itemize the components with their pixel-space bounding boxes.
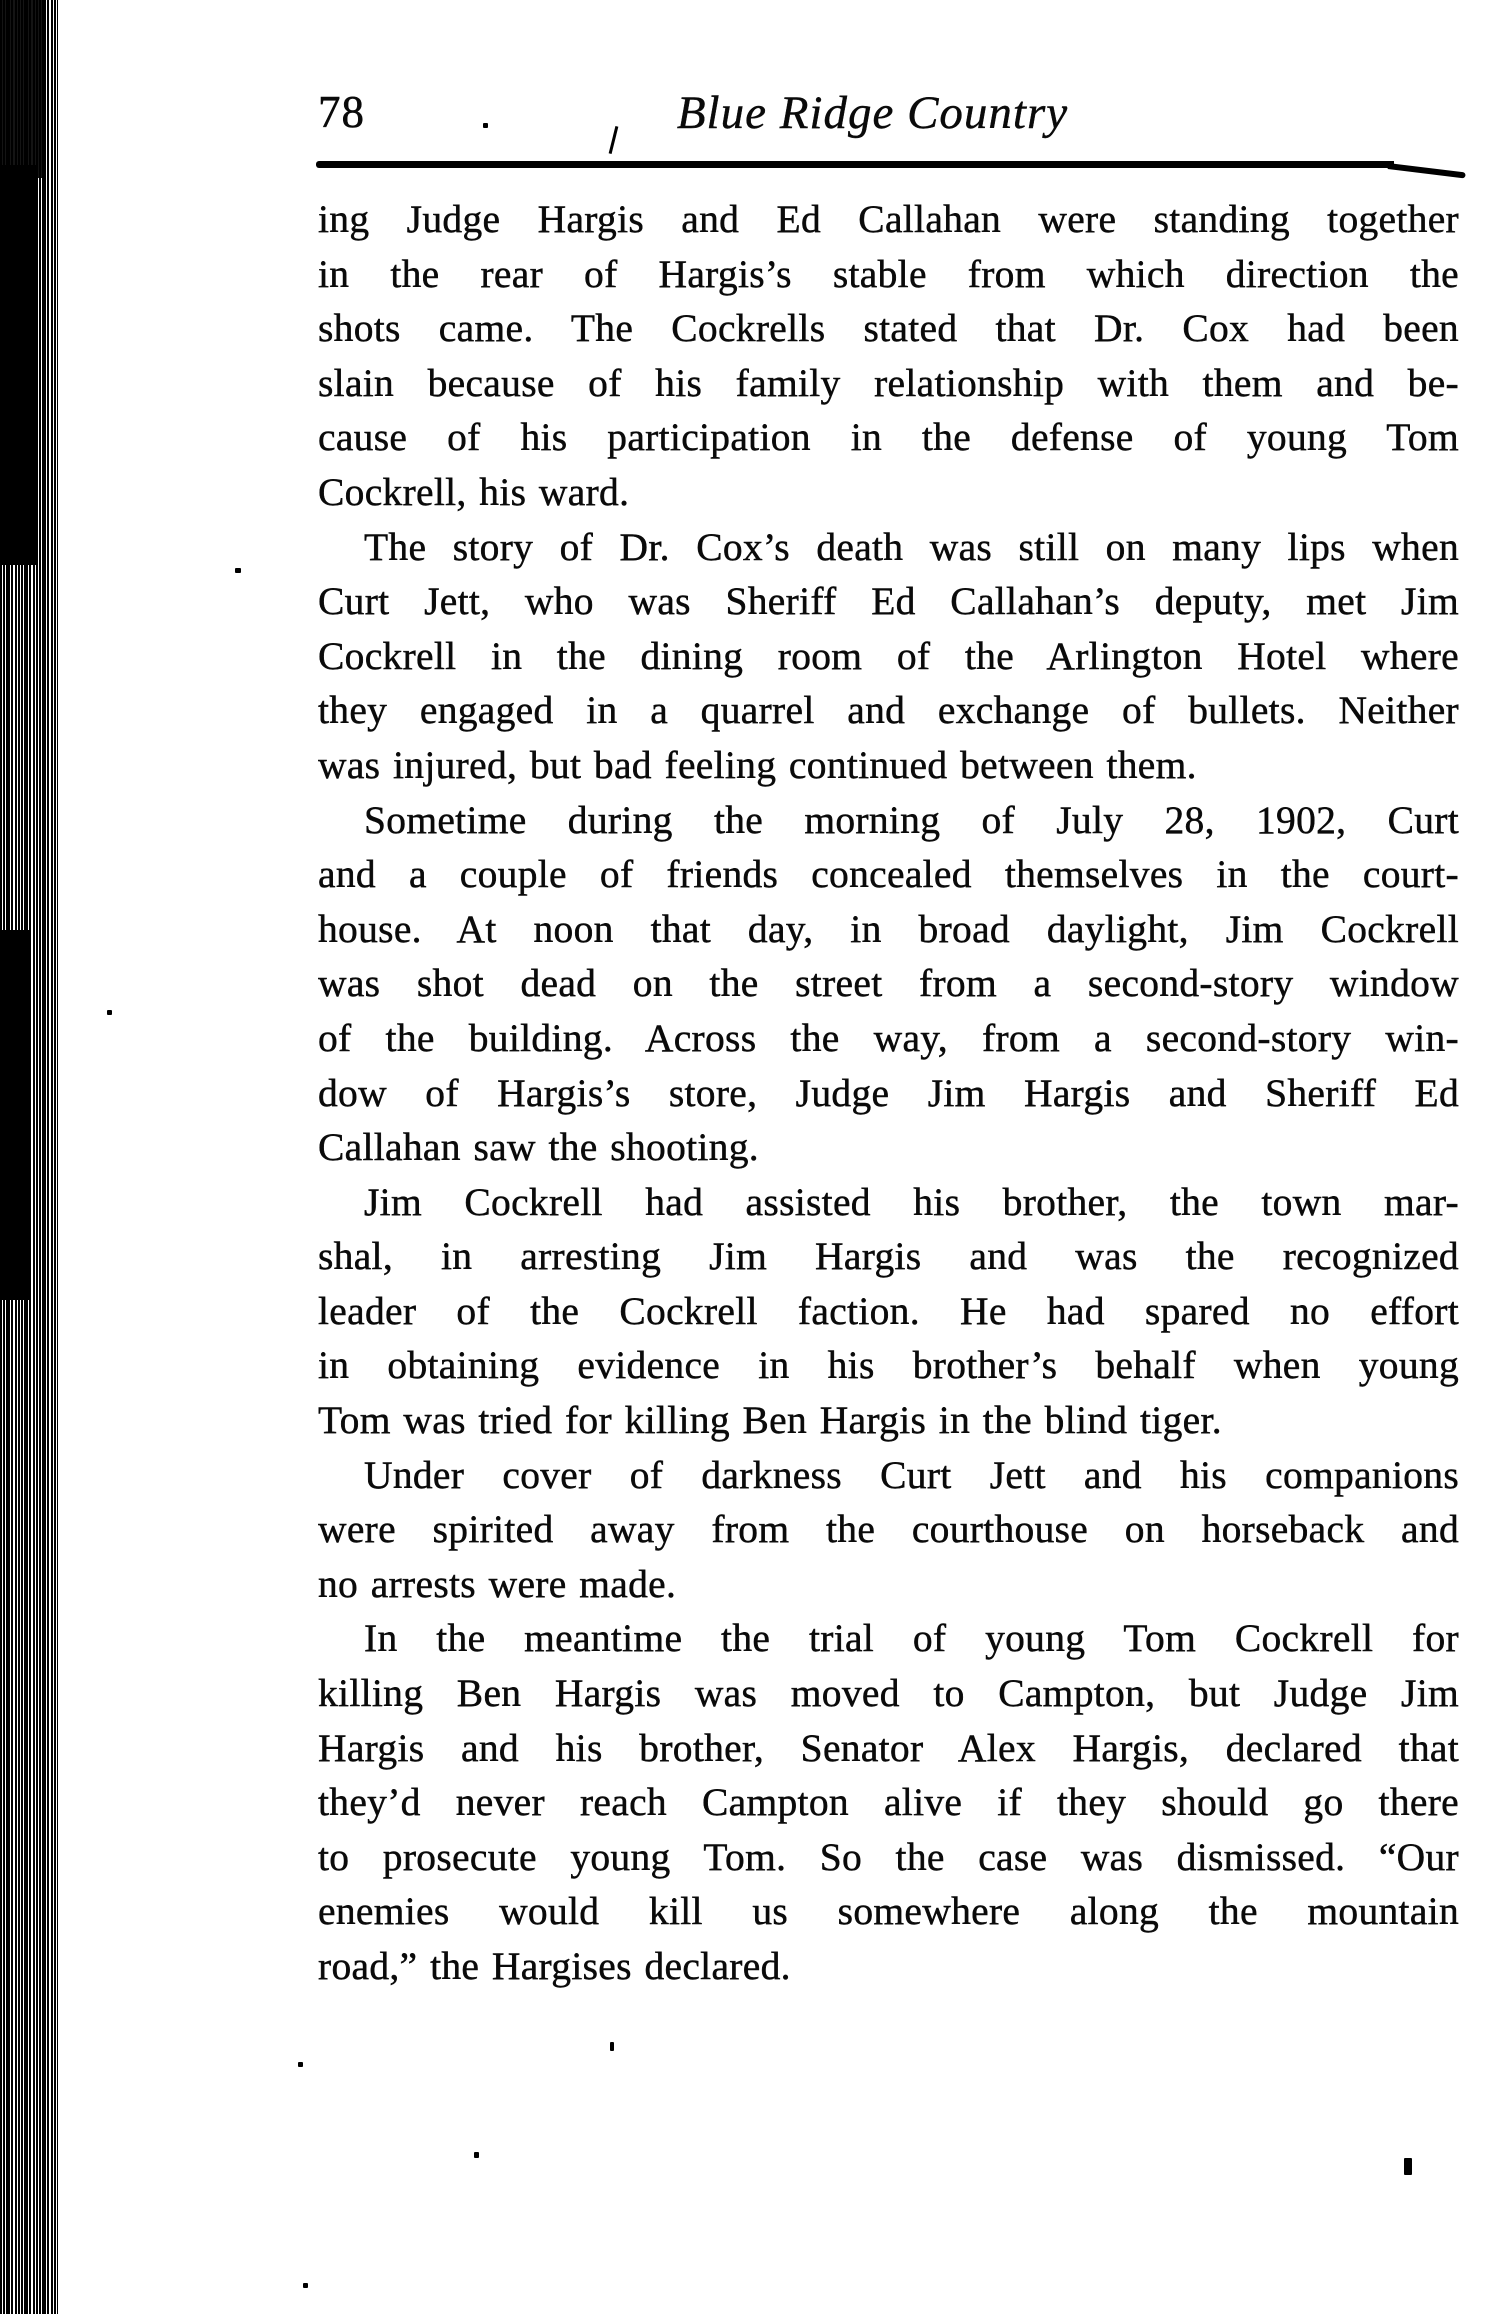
scan-speck: [303, 2283, 308, 2288]
text-line: they engaged in a quarrel and exchange of bullets. Neither: [318, 688, 1459, 733]
text-line: Cockrell, his ward.: [318, 469, 630, 514]
scan-speck: [483, 123, 488, 128]
text-line: road,” the Hargises declared.: [318, 1944, 791, 1988]
text-line: Sometime during the morning of July 28, 1902, Curt: [364, 797, 1459, 842]
scan-speck: [107, 1010, 112, 1015]
text-line: shal, in arresting Jim Hargis and was the recognized: [318, 1234, 1459, 1279]
text-line: leader of the Cockrell faction. He had spared no effort: [318, 1288, 1459, 1333]
text-line: Hargis and his brother, Senator Alex Hargis, declared that: [318, 1725, 1459, 1770]
binding-dark-patch: [0, 0, 42, 178]
text-line: Under cover of darkness Curt Jett and his companions: [364, 1452, 1459, 1497]
text-line: was shot dead on the street from a second-story window: [318, 961, 1459, 1006]
body-text: [318, 192, 1459, 1994]
text-line: ing Judge Hargis and Ed Callahan were standing together: [318, 197, 1459, 241]
scan-speck: [610, 2042, 614, 2051]
text-line: dow of Hargis’s store, Judge Jim Hargis and Sheriff Ed: [318, 1070, 1459, 1115]
binding-dark-patch: [0, 165, 36, 565]
text-line: were spirited away from the courthouse on horseback and: [318, 1507, 1459, 1552]
text-line: slain because of his family relationship with them and be-: [318, 360, 1459, 405]
text-line: shots came. The Cockrells stated that Dr. Cox had been: [318, 306, 1459, 351]
scan-speck: [474, 2152, 479, 2158]
page-number: 78: [318, 87, 365, 137]
text-line: Callahan saw the shooting.: [318, 1125, 759, 1170]
binding-dark-patch: [0, 930, 30, 1300]
text-line: In the meantime the trial of young Tom Cockrell for: [364, 1616, 1459, 1661]
header-rule-curved-end: [1388, 163, 1466, 178]
text-line: house. At noon that day, in broad daylight, Jim Cockrell: [318, 906, 1459, 951]
text-line: Jim Cockrell had assisted his brother, the town mar-: [364, 1179, 1459, 1224]
scan-speck: [298, 2062, 303, 2067]
text-line: was injured, but bad feeling continued between them.: [318, 742, 1197, 787]
text-line: Cockrell in the dining room of the Arlington Hotel where: [318, 633, 1459, 678]
text-line: Tom was tried for killing Ben Hargis in the blind tiger.: [318, 1398, 1222, 1443]
text-line: and a couple of friends concealed themselves in the court-: [318, 852, 1459, 897]
scan-speck: [1404, 2158, 1412, 2175]
scan-speck: [235, 568, 241, 573]
text-line: killing Ben Hargis was moved to Campton, but Judge Jim: [318, 1671, 1459, 1716]
text-line: Curt Jett, who was Sheriff Ed Callahan’s deputy, met Jim: [318, 579, 1459, 624]
text-line: to prosecute young Tom. So the case was dismissed. “Our: [318, 1834, 1459, 1879]
text-line: no arrests were made.: [318, 1561, 677, 1606]
text-line: they’d never reach Campton alive if they should go there: [318, 1780, 1459, 1825]
text-line: in obtaining evidence in his brother’s behalf when young: [318, 1343, 1459, 1388]
text-line: in the rear of Hargis’s stable from which direction the: [318, 251, 1459, 296]
text-line: cause of his participation in the defense of young Tom: [318, 415, 1459, 460]
text-line: of the building. Across the way, from a second-story win-: [318, 1015, 1459, 1060]
running-title: Blue Ridge Country: [676, 87, 1069, 139]
text-line: enemies would kill us somewhere along the mountain: [318, 1889, 1459, 1934]
running-head: [316, 86, 1459, 146]
header-rule: [316, 161, 1394, 168]
text-line: The story of Dr. Cox’s death was still on many lips when: [364, 524, 1459, 569]
